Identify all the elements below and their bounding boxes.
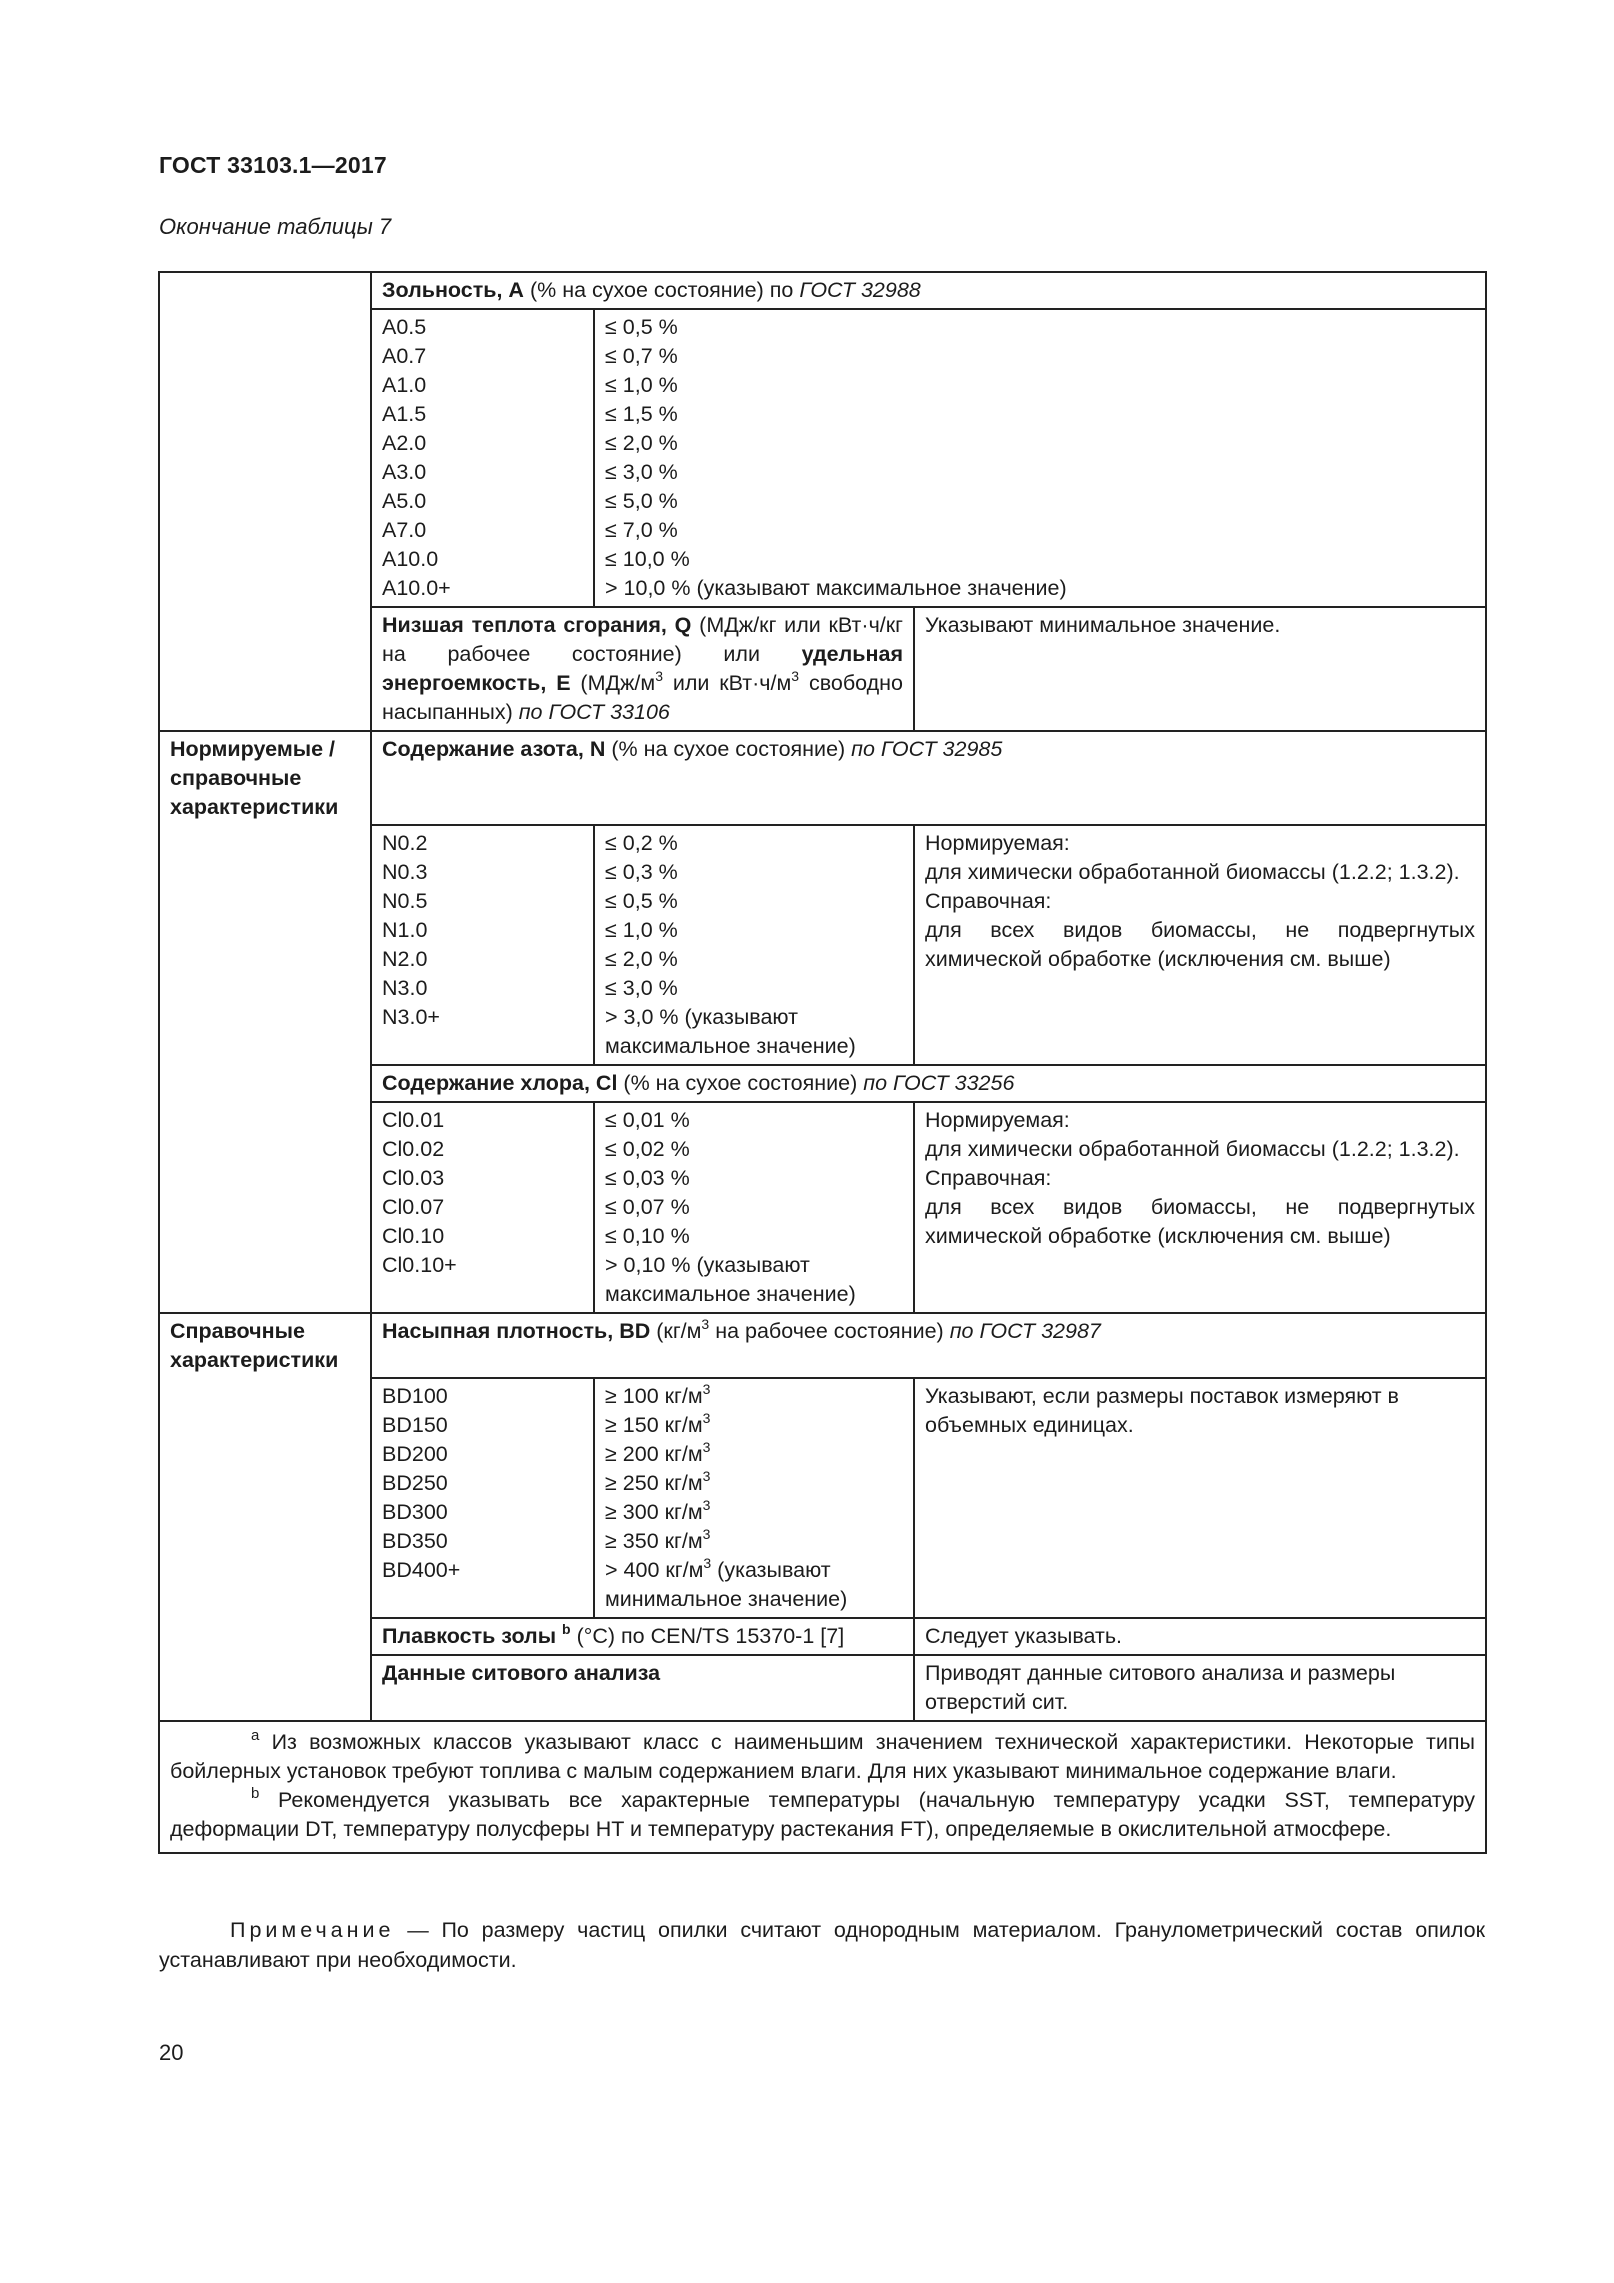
remark-line: Нормируемая: (925, 831, 1070, 855)
class-code: А0.5 (382, 315, 427, 339)
bulk-remark: Указывают, если размеры поставок измеряют в объемных единицах. (914, 1378, 1486, 1618)
class-value: > 0,10 % (указывают максимальное значение) (605, 1253, 856, 1306)
remark-line: для химически обработанной биомассы (1.2.2; 1.3.2). (925, 1137, 1460, 1161)
heat-note: Указывают минимальное значение. (914, 607, 1486, 731)
bulk-title: Насыпная плотность, BD ($кг/м^3$ на рабочее состояние) по ГОСТ 32987 (371, 1313, 1486, 1378)
document-header: ГОСТ 33103.1—2017 (159, 152, 387, 178)
class-value: > 10,0 % (указывают максимальное значение) (605, 576, 1067, 600)
class-value: ≤ 0,02 % (605, 1137, 690, 1161)
class-code: А10.0+ (382, 576, 451, 600)
remark-line: для химически обработанной биомассы (1.2.2; 1.3.2). (925, 860, 1460, 884)
footnotes (159, 1721, 1486, 1853)
class-value: ≤ 5,0 % (605, 489, 678, 513)
class-code: А2.0 (382, 431, 427, 455)
remark-line: для всех видов биомассы, не подвергнутых химической обработке (исключения см. выше) (925, 1195, 1475, 1248)
class-code: N2.0 (382, 947, 428, 971)
ash-classes-row (159, 309, 1486, 607)
remark-line: Справочная: (925, 1166, 1052, 1190)
bulk-classes (371, 1378, 594, 1618)
remark-line: Нормируемая: (925, 1108, 1070, 1132)
bulk-values (594, 1378, 914, 1618)
remark-line: для всех видов биомассы, не подвергнутых химической обработке (исключения см. выше) (925, 918, 1475, 971)
footnote-b: $^b$ Рекомендуется указывать все характерные температуры (начальную температуру усадки SST, температуру деформации DT, температуру полусферы HT и температуру растекания FT), определяемые в окислительной атмосфере. (170, 1784, 1475, 1841)
class-value: > 3,0 % (указывают максимальное значение) (605, 1005, 856, 1058)
class-code: А10.0 (382, 547, 439, 571)
sieve-remark: Приводят данные ситового анализа и размеры отверстий сит. (914, 1655, 1486, 1721)
class-code: А3.0 (382, 460, 427, 484)
class-value: ≤ 7,0 % (605, 518, 678, 542)
nitrogen-classes (371, 825, 594, 1065)
class-code: BD250 (382, 1471, 448, 1495)
class-code: BD150 (382, 1413, 448, 1437)
class-code: BD200 (382, 1442, 448, 1466)
class-code: Cl0.10+ (382, 1253, 457, 1277)
footnote-a: $^a$ Из возможных классов указывают класс с наименьшим значением технической характеристики. Некоторые типы бойлерных установок требуют топлива с малым содержанием влаги. Для них указывают минимальное содержание влаги. (170, 1726, 1475, 1783)
ash-values (594, 309, 1486, 607)
class-value: ≤ 3,0 % (605, 460, 678, 484)
ash-melt-row (159, 1618, 1486, 1655)
characteristics-table (158, 271, 1487, 1854)
class-value: ≤ 0,2 % (605, 831, 678, 855)
class-value: ≤ 10,0 % (605, 547, 690, 571)
chlorine-remarks (914, 1102, 1486, 1313)
class-code: Cl0.07 (382, 1195, 445, 1219)
class-code: Cl0.02 (382, 1137, 445, 1161)
class-value: > 400 $кг/м^3$ (указывают минимальное значение) (605, 1554, 848, 1611)
class-code: Cl0.03 (382, 1166, 445, 1190)
table-note (159, 1915, 1485, 1975)
class-value: ≤ 0,7 % (605, 344, 678, 368)
class-code: BD300 (382, 1500, 448, 1524)
class-value: ≤ 3,0 % (605, 976, 678, 1000)
class-code: N0.2 (382, 831, 428, 855)
chlorine-classes-row (159, 1102, 1486, 1313)
category-normative: Нормируемые / справочные характеристики (159, 731, 371, 825)
ash-title: Зольность, А (% на сухое состояние) по ГОСТ 32988 (371, 272, 1486, 309)
bulk-classes-row (159, 1378, 1486, 1618)
class-code: А1.0 (382, 373, 427, 397)
class-value: ≥ 350 $кг/м^3$ (605, 1525, 711, 1553)
class-value: ≤ 0,5 % (605, 889, 678, 913)
class-value: ≤ 2,0 % (605, 431, 678, 455)
ash-melt-remark: Следует указывать. (914, 1618, 1486, 1655)
table-caption: Окончание таблицы 7 (159, 214, 392, 239)
class-code: А0.7 (382, 344, 427, 368)
sieve-title: Данные ситового анализа (371, 1655, 914, 1721)
class-code: N3.0 (382, 976, 428, 1000)
class-code: А5.0 (382, 489, 427, 513)
category-cell-empty (159, 272, 371, 309)
bulk-title-row (159, 1313, 1486, 1378)
class-code: Cl0.01 (382, 1108, 445, 1132)
class-code: А1.5 (382, 402, 427, 426)
class-value: ≤ 2,0 % (605, 947, 678, 971)
class-code: N3.0+ (382, 1005, 440, 1029)
class-code: N1.0 (382, 918, 428, 942)
class-value: ≥ 150 $кг/м^3$ (605, 1409, 711, 1437)
nitrogen-remarks (914, 825, 1486, 1065)
class-code: BD100 (382, 1384, 448, 1408)
ash-classes (371, 309, 594, 607)
class-value: ≥ 100 $кг/м^3$ (605, 1380, 711, 1408)
sieve-row (159, 1655, 1486, 1721)
class-value: ≥ 250 $кг/м^3$ (605, 1467, 711, 1495)
class-code: Cl0.10 (382, 1224, 445, 1248)
class-value: ≤ 0,07 % (605, 1195, 690, 1219)
class-value: ≤ 0,5 % (605, 315, 678, 339)
class-code: N0.3 (382, 860, 428, 884)
nitrogen-values (594, 825, 914, 1065)
remark-line: Справочная: (925, 889, 1052, 913)
class-code: А7.0 (382, 518, 427, 542)
note-text: — По размеру частиц опилки считают однородным материалом. Гранулометрический состав опилок устанавливают при необходимости. (159, 1918, 1485, 1972)
category-reference: Справочные характеристики (159, 1313, 371, 1378)
heat-row (159, 607, 1486, 731)
chlorine-classes (371, 1102, 594, 1313)
chlorine-title-row (159, 1065, 1486, 1102)
footnotes-row (159, 1721, 1486, 1853)
class-value: ≥ 300 $кг/м^3$ (605, 1496, 711, 1524)
class-code: BD400+ (382, 1558, 461, 1582)
class-value: ≤ 0,01 % (605, 1108, 690, 1132)
ash-title-row (159, 272, 1486, 309)
class-value: ≤ 0,3 % (605, 860, 678, 884)
note-label: Примечание (230, 1918, 395, 1942)
nitrogen-title-row (159, 731, 1486, 825)
class-value: ≤ 1,5 % (605, 402, 678, 426)
chlorine-title: Содержание хлора, Cl (% на сухое состояние) по ГОСТ 33256 (371, 1065, 1486, 1102)
class-code: BD350 (382, 1529, 448, 1553)
class-value: ≤ 0,03 % (605, 1166, 690, 1190)
nitrogen-classes-row (159, 825, 1486, 1065)
class-value: ≤ 1,0 % (605, 373, 678, 397)
class-value: ≥ 200 $кг/м^3$ (605, 1438, 711, 1466)
ash-melt-title: Плавкость золы $^b$ (°С) по CEN/TS 15370-1 [7] (371, 1618, 914, 1655)
nitrogen-title: Содержание азота, N (% на сухое состояние) по ГОСТ 32985 (371, 731, 1486, 825)
chlorine-values (594, 1102, 914, 1313)
page-number: 20 (159, 2040, 184, 2065)
class-code: N0.5 (382, 889, 428, 913)
class-value: ≤ 1,0 % (605, 918, 678, 942)
class-value: ≤ 0,10 % (605, 1224, 690, 1248)
heat-title: Низшая теплота сгорания, Q (МДж/кг или кВт·ч/кг на рабочее состояние) или удельная энергоемкость, Е ($МДж/м^3$ или $кВт\cdot ч/м^3$ свободно насыпанных) по ГОСТ 33106 (371, 607, 914, 731)
